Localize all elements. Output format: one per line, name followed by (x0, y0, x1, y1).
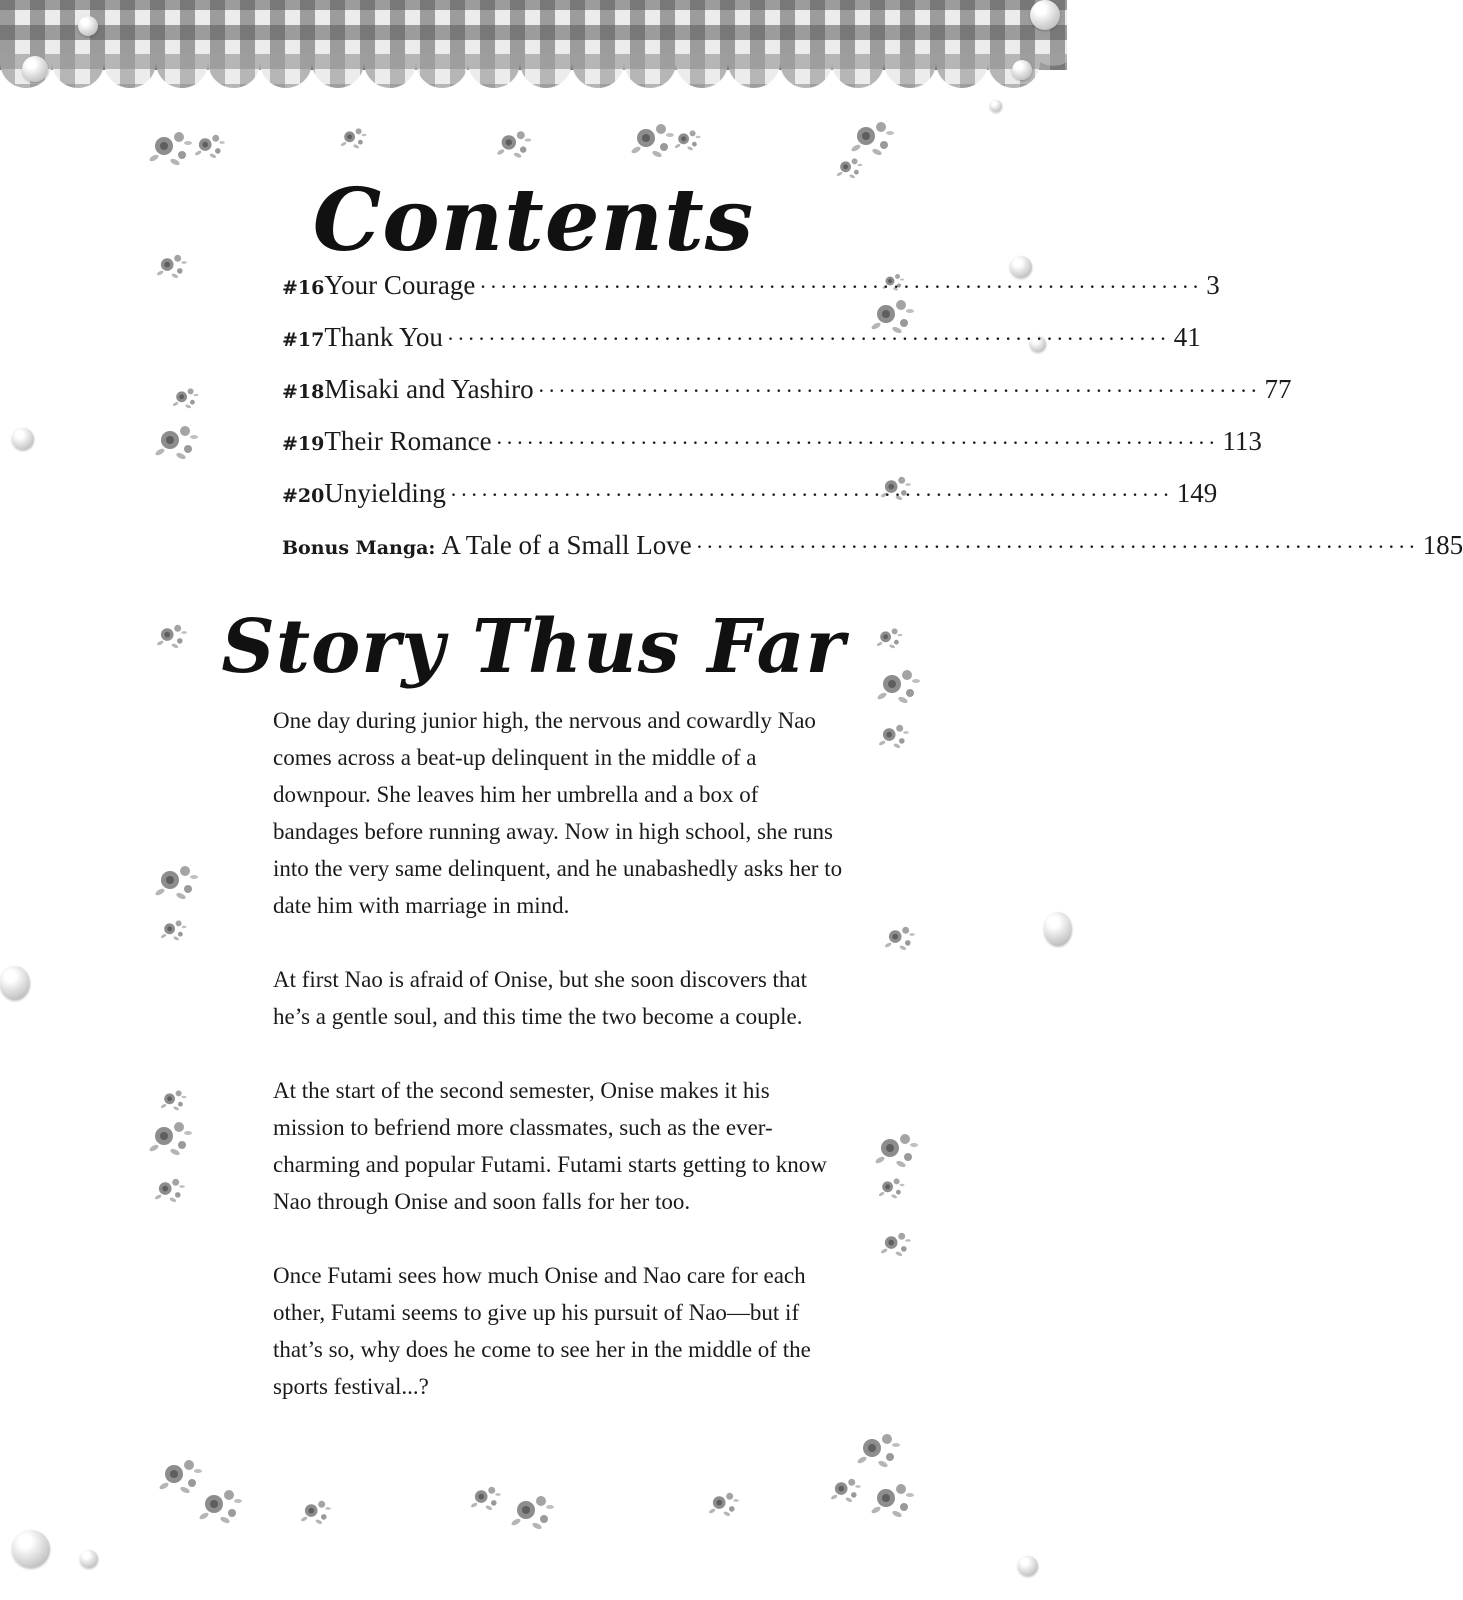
bonus-label: Bonus Manga: (282, 537, 436, 559)
story-paragraph: One day during junior high, the nervous and cowardly Nao comes across a beat-up delinquent in the middle of a downpour. She leaves him her umbrella and a box of bandages before running away. Now in high school, she runs into the very same delinquent, and he unabashedly asks her to date him with marriage in mind. (273, 708, 843, 918)
table-of-contents (282, 270, 1463, 582)
pearl-icon (1012, 60, 1032, 80)
pearl-icon (12, 1530, 50, 1568)
chapter-number: #19 (282, 433, 325, 455)
toc-entry[interactable] (282, 426, 1262, 478)
page-number: 77 (1264, 374, 1292, 404)
page-number: 149 (1176, 478, 1218, 508)
flower-icon (470, 1484, 560, 1534)
story-paragraph: At first Nao is afraid of Onise, but she soon discovers that he’s a gentle soul, and this time the two become a couple. (273, 967, 808, 1029)
chapter-number: #18 (282, 381, 325, 403)
flower-icon (874, 1130, 930, 1270)
flower-icon (154, 862, 204, 952)
flower-icon (708, 1490, 752, 1530)
pearl-icon (990, 100, 1002, 112)
chapter-title: Unyielding (324, 478, 446, 508)
toc-entry[interactable] (282, 374, 1292, 426)
dot-leader: ······································································ (479, 274, 1203, 299)
pearl-icon (1030, 0, 1060, 30)
dot-leader: ······································································ (449, 482, 1173, 507)
pearl-icon (1018, 1556, 1038, 1576)
bonus-title: A Tale of a Small Love (441, 530, 692, 560)
pearl-icon (0, 966, 30, 1000)
pearl-icon (22, 56, 48, 82)
toc-entry[interactable] (282, 270, 1220, 322)
contents-heading: Contents (312, 170, 755, 271)
page-number: 41 (1173, 322, 1201, 352)
chapter-title: Their Romance (324, 426, 492, 456)
pearl-icon (12, 428, 34, 450)
dot-leader: ······································································ (495, 430, 1219, 455)
flower-icon (158, 1456, 258, 1536)
toc-entry-bonus[interactable] (282, 530, 1463, 582)
flower-icon (340, 126, 384, 166)
flower-icon (630, 120, 710, 166)
page-number: 113 (1222, 426, 1262, 456)
chapter-title: Thank You (324, 322, 443, 352)
page-number: 185 (1422, 530, 1463, 560)
chapter-title: Misaki and Yashiro (324, 374, 534, 404)
toc-entry[interactable] (282, 478, 1218, 530)
toc-entry[interactable] (282, 322, 1201, 374)
story-paragraph: At the start of the second semester, Onise makes it his mission to befriend more classmates, such as the ever-charming and popular Futami. Futami starts getting to know Nao through Onise and soon falls for her too. (273, 1078, 827, 1214)
flower-icon (146, 1088, 206, 1218)
story-summary (273, 702, 843, 1442)
flower-icon (300, 1498, 344, 1538)
dot-leader: ······································································ (695, 534, 1419, 559)
pearl-icon (78, 16, 98, 36)
flower-icon (830, 1430, 920, 1526)
pearl-icon (1044, 912, 1072, 946)
scallop-edge (0, 54, 1067, 88)
dot-leader: ······································································ (446, 326, 1170, 351)
story-heading: Story Thus Far (221, 604, 846, 690)
pearl-icon (80, 1550, 98, 1568)
chapter-number: #17 (282, 329, 325, 351)
chapter-number: #16 (282, 277, 325, 299)
chapter-title: Your Courage (324, 270, 476, 300)
chapter-number: #20 (282, 485, 325, 507)
dot-leader: ······································································ (537, 378, 1261, 403)
flower-icon (152, 386, 208, 470)
page-number: 3 (1206, 270, 1220, 300)
flower-icon (884, 924, 928, 964)
story-paragraph: Once Futami sees how much Onise and Nao care for each other, Futami seems to give up his pursuit of Nao—but if that’s so, why does he come to see her in the middle of the sports festival...? (273, 1263, 811, 1399)
flower-icon (496, 128, 540, 168)
